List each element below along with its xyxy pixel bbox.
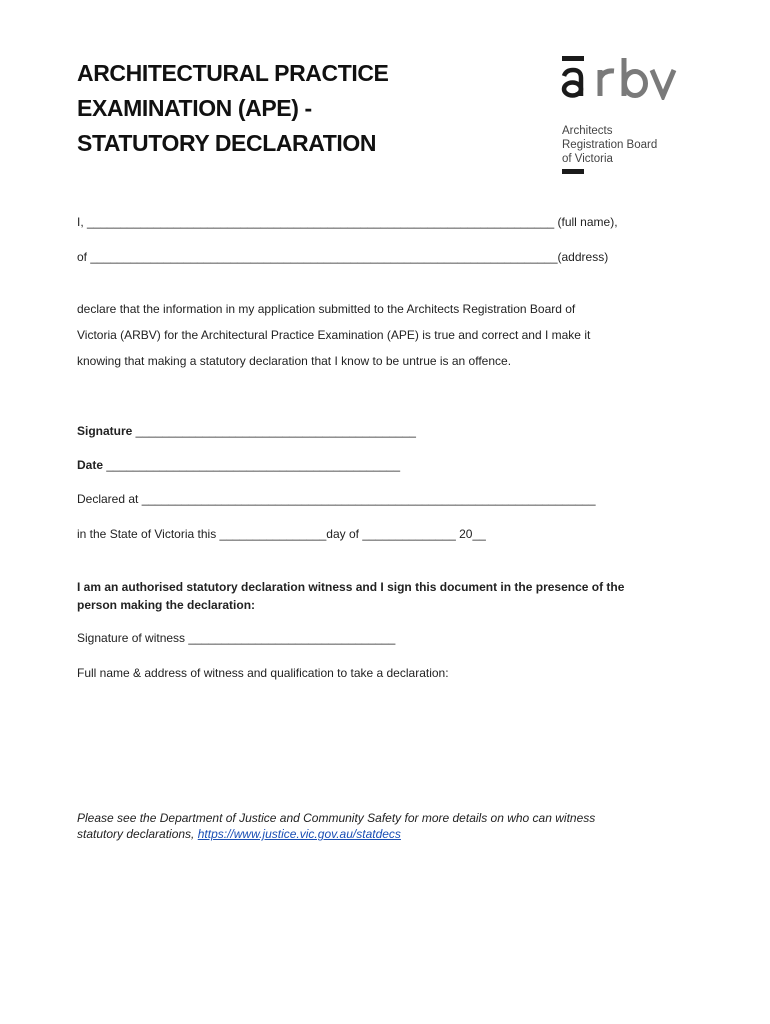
date-blank[interactable]: ____________________________________________ bbox=[103, 458, 400, 472]
logo-name-line-3: of Victoria bbox=[562, 153, 613, 165]
declaration-text-line-1: declare that the information in my application submitted to the Architects Registration Board of bbox=[77, 302, 576, 316]
declaration-text-line-2: Victoria (ARBV) for the Architectural Practice Examination (APE) is true and correct and I make it bbox=[77, 328, 591, 342]
logo-name-line-1: Architects bbox=[562, 125, 613, 137]
page-title-line-2: EXAMINATION (APE) - bbox=[77, 95, 312, 121]
witness-statement-line-1: I am an authorised statutory declaration witness and I sign this document in the presence of the bbox=[77, 580, 625, 594]
footer-note-line-1: Please see the Department of Justice and Community Safety for more details on who can witness bbox=[77, 811, 596, 825]
signature-blank[interactable]: __________________________________________ bbox=[132, 424, 416, 438]
statdecs-link[interactable]: https://www.justice.vic.gov.au/statdecs bbox=[197, 827, 401, 841]
date-label: Date bbox=[77, 458, 104, 472]
arbv-logo-mark bbox=[560, 56, 684, 100]
signature-field[interactable] bbox=[77, 423, 416, 439]
date-field[interactable] bbox=[77, 457, 400, 473]
footer-note-line-2 bbox=[77, 826, 401, 842]
declaration-text-line-3: knowing that making a statutory declaration that I know to be untrue is an offence. bbox=[77, 354, 512, 368]
page-title-line-3: STATUTORY DECLARATION bbox=[77, 130, 377, 156]
page-title-line-1: ARCHITECTURAL PRACTICE bbox=[77, 60, 389, 86]
witness-signature-field[interactable]: Signature of witness _______________________________ bbox=[77, 631, 396, 645]
witness-details-label: Full name & address of witness and qualification to take a declaration: bbox=[77, 666, 449, 680]
logo-underline-bar bbox=[562, 169, 584, 174]
address-field-line[interactable]: of ______________________________________________________________________(address) bbox=[77, 250, 609, 264]
witness-statement-line-2: person making the declaration: bbox=[77, 598, 256, 612]
state-date-field[interactable]: in the State of Victoria this ________________day of ______________ 20__ bbox=[77, 527, 486, 541]
full-name-field-line[interactable]: I, ______________________________________________________________________ (full name), bbox=[77, 215, 618, 229]
signature-label: Signature bbox=[77, 424, 133, 438]
logo-name-line-2: Registration Board bbox=[562, 139, 658, 151]
declared-at-field[interactable]: Declared at ____________________________________________________________________ bbox=[77, 492, 596, 506]
footer-note-prefix: statutory declarations, bbox=[77, 827, 198, 841]
